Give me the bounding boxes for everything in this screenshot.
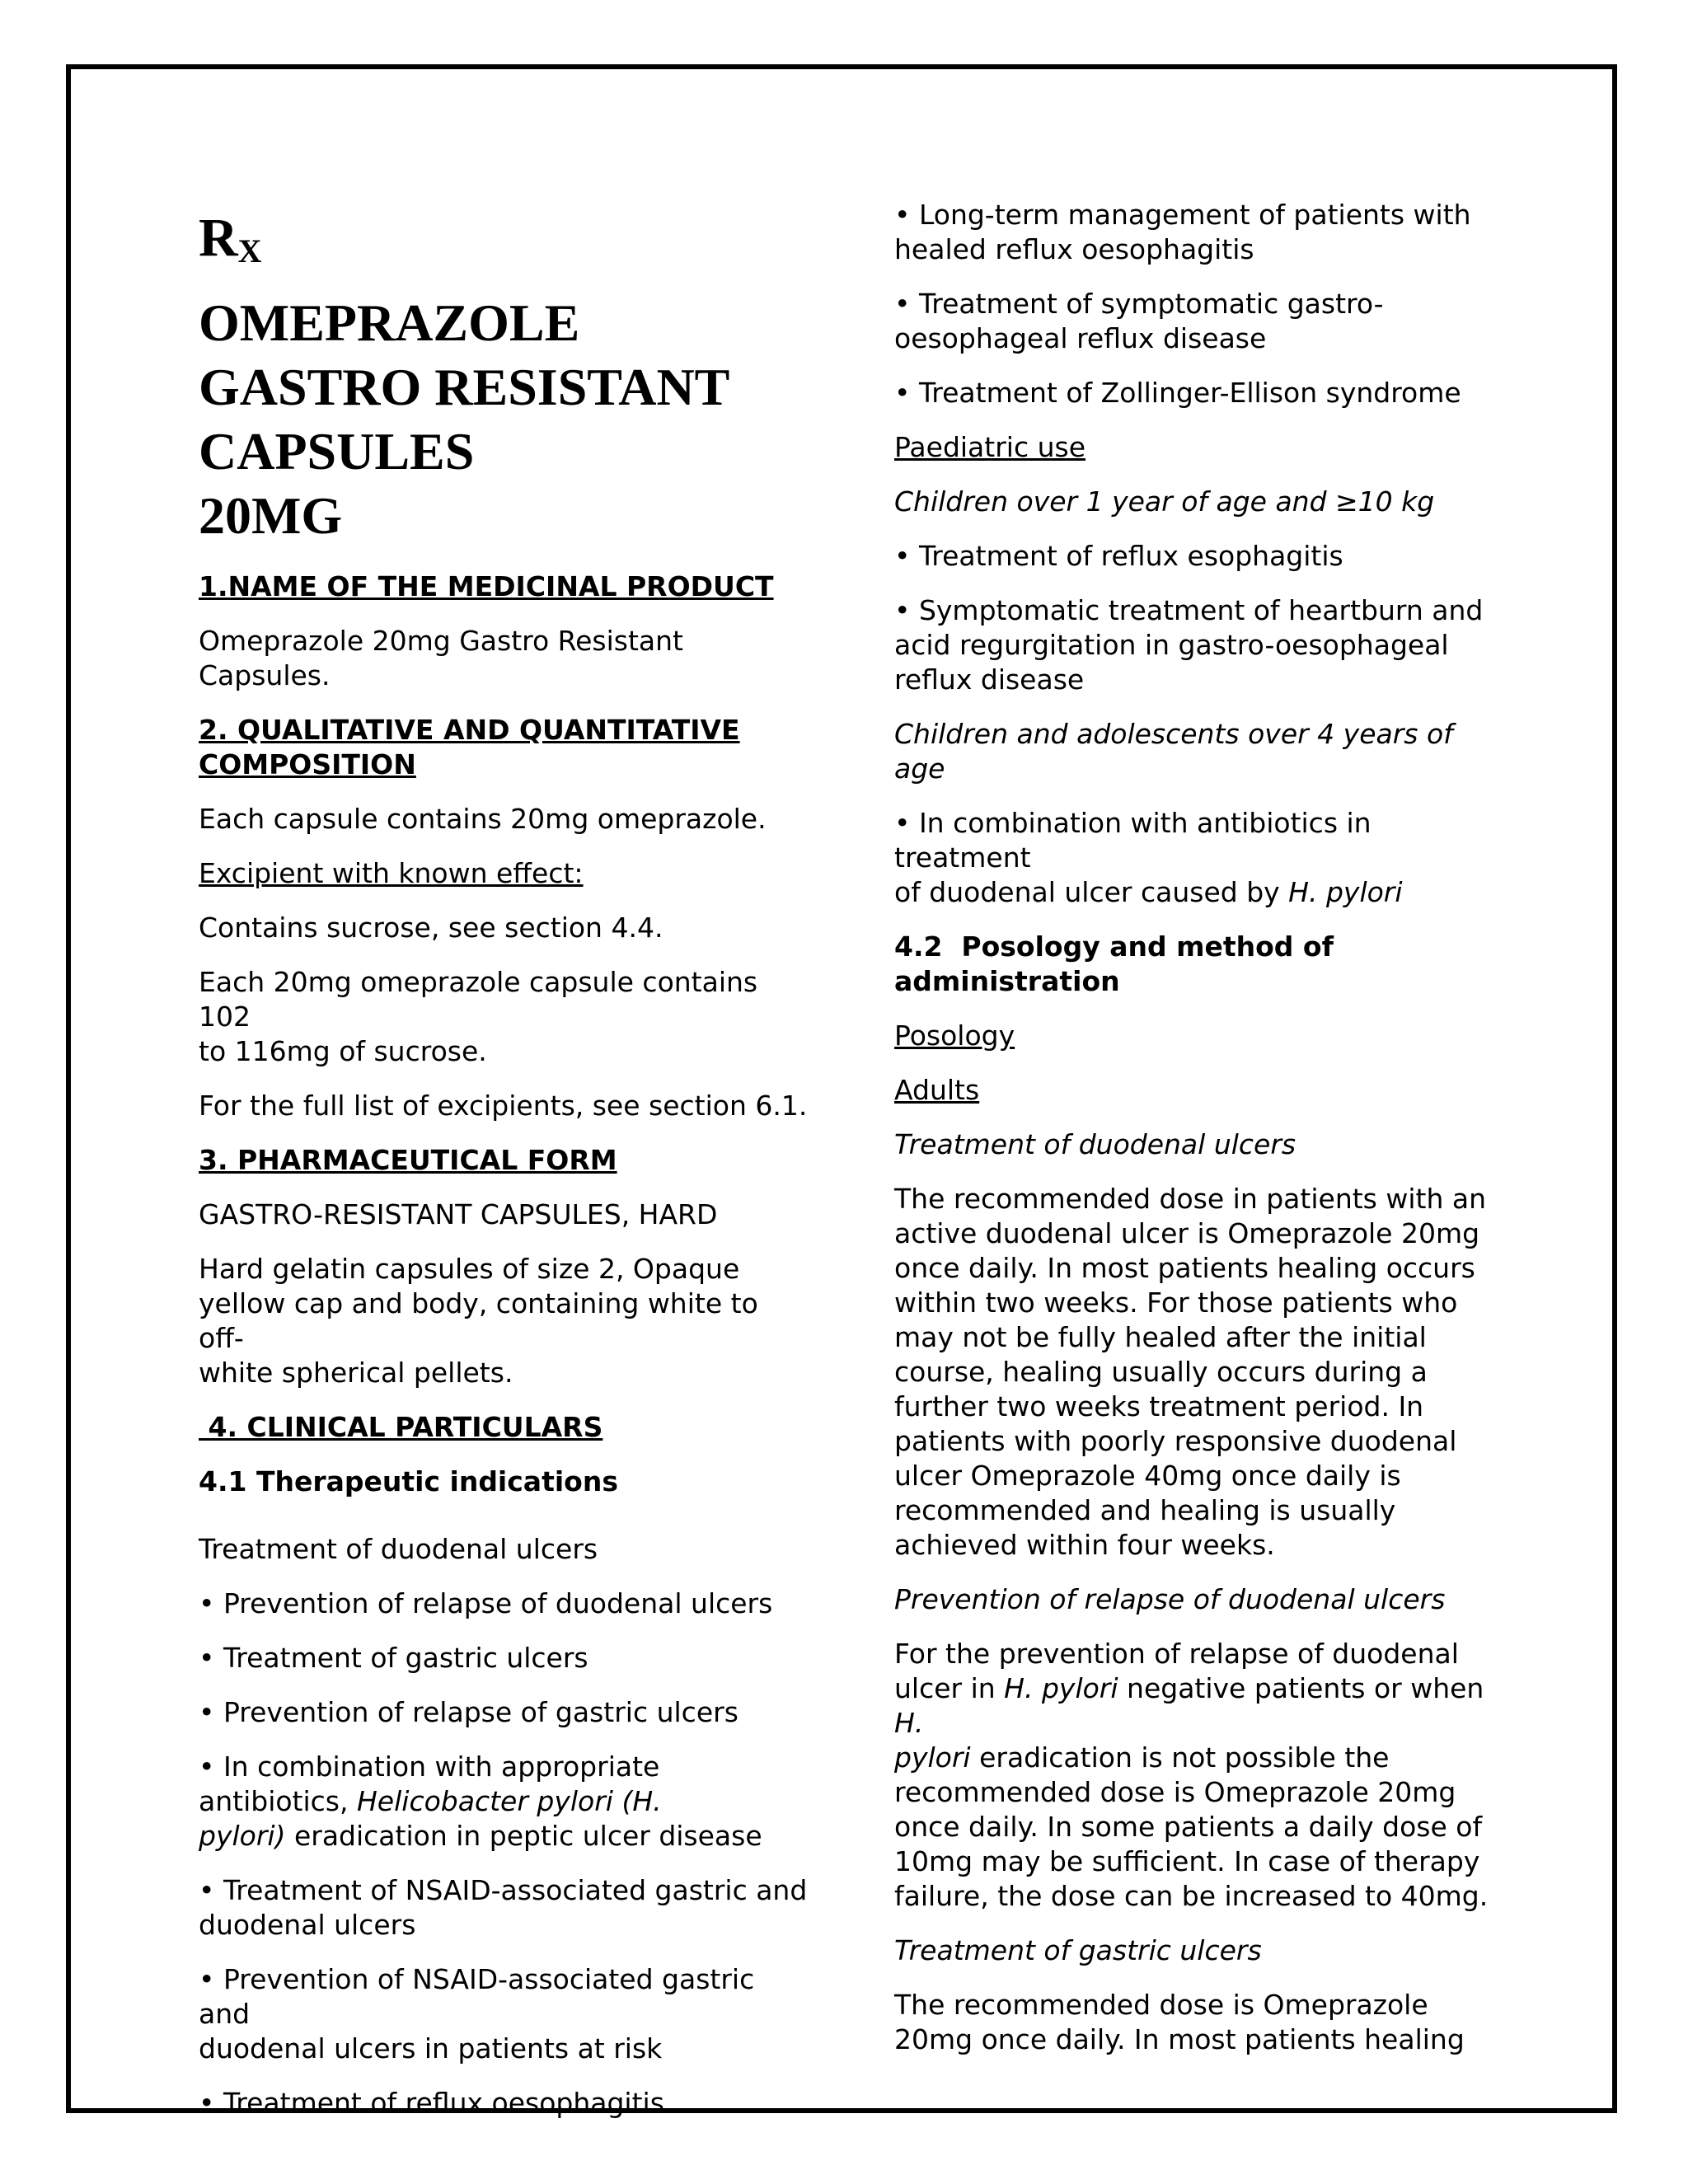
section-4-2-heading-line-1: 4.2 Posology and method of xyxy=(894,930,1334,963)
section-2-paragraph-4: For the full list of excipients, see section 6.1. xyxy=(199,1090,808,1122)
section-2-paragraph-3-line-2: to 116mg of sucrose. xyxy=(199,1035,487,1067)
paragraph-line: recommended and healing is usually xyxy=(894,1494,1396,1526)
bullet-prevention-relapse-gastric: • Prevention of relapse of gastric ulcers xyxy=(199,1696,738,1728)
italic-run: pylori xyxy=(894,1741,971,1774)
paediatric-subheading-1: Children over 1 year of age and ≥10 kg xyxy=(894,485,1435,518)
duodenal-ulcers-subheading: Treatment of duodenal ulcers xyxy=(894,1128,1296,1160)
bullet-reflux-oesophagitis: • Treatment of reflux oesophagitis xyxy=(199,2087,664,2119)
duodenal-ulcers-paragraph xyxy=(894,1182,1504,1563)
bullet-nsaid-treatment-line-2: duodenal ulcers xyxy=(199,1909,416,1941)
title-line-4: 20MG xyxy=(199,486,343,545)
text-run: eradication is not possible the xyxy=(970,1741,1390,1774)
adults-heading: Adults xyxy=(894,1074,980,1106)
excipient-subheading: Excipient with known effect: xyxy=(199,857,584,889)
prevention-relapse-paragraph xyxy=(894,1637,1504,1914)
bullet-long-term-line-2: healed reflux oesophagitis xyxy=(894,233,1254,265)
paragraph-line: patients with poorly responsive duodenal xyxy=(894,1425,1457,1457)
paediatric-use-heading: Paediatric use xyxy=(894,431,1085,463)
paragraph-line: active duodenal ulcer is Omeprazole 20mg xyxy=(894,1217,1480,1249)
paragraph-line: once daily. In most patients healing occurs xyxy=(894,1252,1475,1284)
bullet-antibiotics-line-2 xyxy=(894,875,1504,910)
paragraph-line: once daily. In some patients a daily dose of xyxy=(894,1811,1483,1843)
paragraph-line: ulcer Omeprazole 40mg once daily is xyxy=(894,1460,1401,1492)
prevention-relapse-subheading: Prevention of relapse of duodenal ulcers xyxy=(894,1583,1446,1615)
text-run: negative patients or when xyxy=(1118,1672,1484,1704)
section-3-paragraph-1: GASTRO-RESISTANT CAPSULES, HARD xyxy=(199,1198,718,1230)
bullet-h-pylori-line-3 xyxy=(199,1819,809,1854)
bullet-nsaid-prevention-line-2: duodenal ulcers in patients at risk xyxy=(199,2032,663,2064)
section-4-heading: 4. CLINICAL PARTICULARS xyxy=(199,1411,603,1443)
section-1-heading: 1.NAME OF THE MEDICINAL PRODUCT xyxy=(199,570,774,602)
bullet-heartburn-line-1: • Symptomatic treatment of heartburn and xyxy=(894,594,1484,626)
bullet-long-term-line-1: • Long-term management of patients with xyxy=(894,199,1471,231)
paragraph-line: The recommended dose is Omeprazole xyxy=(894,1989,1428,2021)
left-column xyxy=(199,198,809,2121)
section-3-paragraph-2-line-3: white spherical pellets. xyxy=(199,1357,513,1389)
section-2-paragraph-2: Contains sucrose, see section 4.4. xyxy=(199,912,663,944)
paediatric-subheading-2: Children and adolescents over 4 years of age xyxy=(894,718,1453,785)
bullet-antibiotics-line-1: • In combination with antibiotics in treatment xyxy=(894,807,1372,874)
gastric-ulcers-subheading: Treatment of gastric ulcers xyxy=(894,1934,1262,1966)
posology-heading: Posology xyxy=(894,1019,1015,1052)
italic-run: pylori) xyxy=(199,1820,286,1852)
bullet-gord-line-2: oesophageal reflux disease xyxy=(894,322,1267,354)
bullet-h-pylori-line-1: • In combination with appropriate xyxy=(199,1750,660,1783)
section-4-1-heading: 4.1 Therapeutic indications xyxy=(199,1465,618,1497)
paragraph-line: The recommended dose in patients with an xyxy=(894,1183,1486,1215)
bullet-heartburn-line-3: reflux disease xyxy=(894,663,1085,696)
paragraph-line: recommended dose is Omeprazole 20mg xyxy=(894,1776,1456,1808)
product-title-block xyxy=(199,208,809,548)
indication-duodenal-ulcers: Treatment of duodenal ulcers xyxy=(199,1533,598,1565)
paragraph-line: 10mg may be sufficient. In case of therapy xyxy=(894,1845,1480,1877)
rx-subscript: X xyxy=(237,232,262,269)
paragraph-line xyxy=(894,1741,1504,1775)
gastric-ulcers-paragraph xyxy=(894,1988,1504,2057)
bullet-heartburn-line-2: acid regurgitation in gastro-oesophageal xyxy=(894,629,1449,661)
section-2-paragraph-1: Each capsule contains 20mg omeprazole. xyxy=(199,803,767,835)
section-2-heading-line-2: COMPOSITION xyxy=(199,748,416,780)
title-line-2: GASTRO RESISTANT xyxy=(199,358,730,416)
italic-run: Helicobacter pylori (H. xyxy=(356,1785,662,1817)
paragraph-line xyxy=(894,1671,1504,1741)
bullet-nsaid-treatment-line-1: • Treatment of NSAID-associated gastric and xyxy=(199,1874,808,1906)
title-line-1: OMEPRAZOLE xyxy=(199,293,580,352)
bullet-reflux-esophagitis: • Treatment of reflux esophagitis xyxy=(894,540,1343,572)
italic-run: H. xyxy=(894,1707,924,1739)
paragraph-line: achieved within four weeks. xyxy=(894,1529,1275,1561)
italic-run: H. pylori xyxy=(1288,876,1403,908)
paragraph-line: failure, the dose can be increased to 40mg. xyxy=(894,1880,1489,1912)
section-4-2-heading-line-2: administration xyxy=(894,965,1120,997)
section-1-text: Omeprazole 20mg Gastro Resistant Capsules. xyxy=(199,625,683,691)
paragraph-line: may not be fully healed after the initial xyxy=(894,1321,1427,1353)
text-run: of duodenal ulcer caused by xyxy=(894,876,1289,908)
section-2-heading-line-1: 2. QUALITATIVE AND QUANTITATIVE xyxy=(199,714,740,746)
bullet-nsaid-prevention-line-1: • Prevention of NSAID-associated gastric and xyxy=(199,1963,755,2030)
section-3-paragraph-2-line-1: Hard gelatin capsules of size 2, Opaque xyxy=(199,1253,740,1285)
section-2-paragraph-3-line-1: Each 20mg omeprazole capsule contains 102 xyxy=(199,966,758,1033)
bullet-treatment-gastric: • Treatment of gastric ulcers xyxy=(199,1642,588,1674)
text-run: antibiotics, xyxy=(199,1785,357,1817)
text-run: ulcer in xyxy=(894,1672,1005,1704)
bullet-prevention-relapse-duodenal: • Prevention of relapse of duodenal ulcers xyxy=(199,1587,773,1619)
section-3-heading: 3. PHARMACEUTICAL FORM xyxy=(199,1144,617,1176)
italic-run: H. pylori xyxy=(1004,1672,1118,1704)
paragraph-line: 20mg once daily. In most patients healing xyxy=(894,2023,1465,2055)
paragraph-line: For the prevention of relapse of duodenal xyxy=(894,1638,1459,1670)
title-line-3: CAPSULES xyxy=(199,422,475,480)
rx-symbol xyxy=(199,208,809,269)
paragraph-line: within two weeks. For those patients who xyxy=(894,1286,1458,1319)
paragraph-line: course, healing usually occurs during a xyxy=(894,1356,1428,1388)
right-column xyxy=(894,198,1504,2057)
bullet-h-pylori-line-2 xyxy=(199,1784,809,1819)
text-run: eradication in peptic ulcer disease xyxy=(285,1820,762,1852)
bullet-zollinger-ellison: • Treatment of Zollinger-Ellison syndrome xyxy=(894,377,1461,409)
paragraph-line: further two weeks treatment period. In xyxy=(894,1390,1424,1422)
section-3-paragraph-2-line-2: yellow cap and body, containing white to off- xyxy=(199,1287,758,1354)
bullet-gord-line-1: • Treatment of symptomatic gastro- xyxy=(894,288,1384,320)
rx-letter: R xyxy=(199,208,238,268)
